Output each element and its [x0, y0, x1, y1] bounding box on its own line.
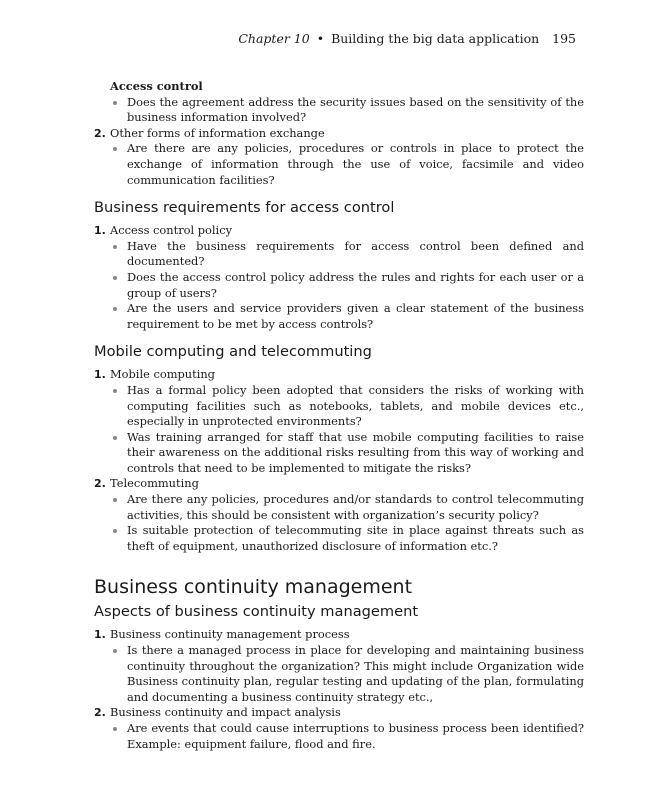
numbered-item — [94, 367, 584, 383]
item-label: Business continuity management process — [110, 627, 350, 642]
item-label: Business continuity and impact analysis — [110, 705, 341, 720]
item-number: 1. — [94, 224, 106, 238]
header-bullet-separator: • — [316, 31, 325, 46]
bullet-list — [94, 239, 584, 333]
item-label: Other forms of information exchange — [110, 125, 325, 140]
header-chapter-title: Building the big data application — [331, 31, 540, 46]
numbered-item — [94, 476, 584, 492]
bullet-item: Are there are any policies, procedures or controls in place to protect the exchange of information through the use of voice, facsimile and video communication facilities? — [110, 141, 584, 188]
bullet-list — [94, 141, 584, 188]
item-label: Mobile computing — [110, 367, 215, 382]
bullet-item: Have the business requirements for access control been defined and documented? — [110, 239, 584, 270]
header-chapter: Chapter 10 — [238, 31, 310, 46]
bullet-item: Has a formal policy been adopted that considers the risks of working with computing facilities such as notebooks, tablets, and mobile devices etc., especially in unprotected environments? — [110, 383, 584, 430]
running-header — [238, 31, 576, 46]
bullet-list — [94, 643, 584, 705]
bullet-item: Was training arranged for staff that use mobile computing facilities to raise their awareness on the additional risks resulting from this way of working and controls that need to be implemented to mitigate the risks? — [110, 430, 584, 477]
bullet-item: Is there a managed process in place for developing and maintaining business continuity throughout the organization? This might include Organization wide Business continuity plan, regular testing and updating of the plan, formulating and documenting a business continuity strategy etc., — [110, 643, 584, 705]
item-number: 2. — [94, 477, 106, 491]
numbered-item — [94, 627, 584, 643]
numbered-item — [94, 126, 584, 142]
section-heading-bcm-aspects: Aspects of business continuity management — [94, 603, 419, 621]
bullet-list — [94, 95, 584, 126]
bullet-list — [94, 721, 584, 752]
page-number: 195 — [552, 31, 576, 46]
bullet-item: Are the users and service providers given a clear statement of the business requirement to be met by access controls? — [110, 301, 584, 332]
item-label: Access control policy — [110, 223, 233, 238]
numbered-item — [94, 705, 584, 721]
item-number: 2. — [94, 706, 106, 720]
item-number: 1. — [94, 368, 106, 382]
item-label: Telecommuting — [110, 476, 199, 491]
section-heading-access-requirements: Business requirements for access control — [94, 199, 395, 217]
subheading-access-control: Access control — [110, 79, 203, 93]
bullet-item: Does the agreement address the security issues based on the sensitivity of the business information involved? — [110, 95, 584, 126]
bullet-list — [94, 383, 584, 477]
section-heading-mobile-computing: Mobile computing and telecommuting — [94, 343, 372, 361]
bullet-item: Are events that could cause interruptions to business process been identified? Example: equipment failure, flood and fire. — [110, 721, 584, 752]
item-number: 1. — [94, 628, 106, 642]
numbered-item — [94, 223, 584, 239]
page-body — [94, 79, 584, 752]
bullet-list — [94, 492, 584, 554]
bullet-item: Are there any policies, procedures and/or standards to control telecommuting activities, this should be consistent with organization’s security policy? — [110, 492, 584, 523]
bullet-item: Is suitable protection of telecommuting site in place against threats such as theft of equipment, unauthorized disclosure of information etc.? — [110, 523, 584, 554]
item-number: 2. — [94, 126, 106, 140]
section-title-business-continuity: Business continuity management — [94, 576, 413, 599]
bullet-item: Does the access control policy address the rules and rights for each user or a group of users? — [110, 270, 584, 301]
